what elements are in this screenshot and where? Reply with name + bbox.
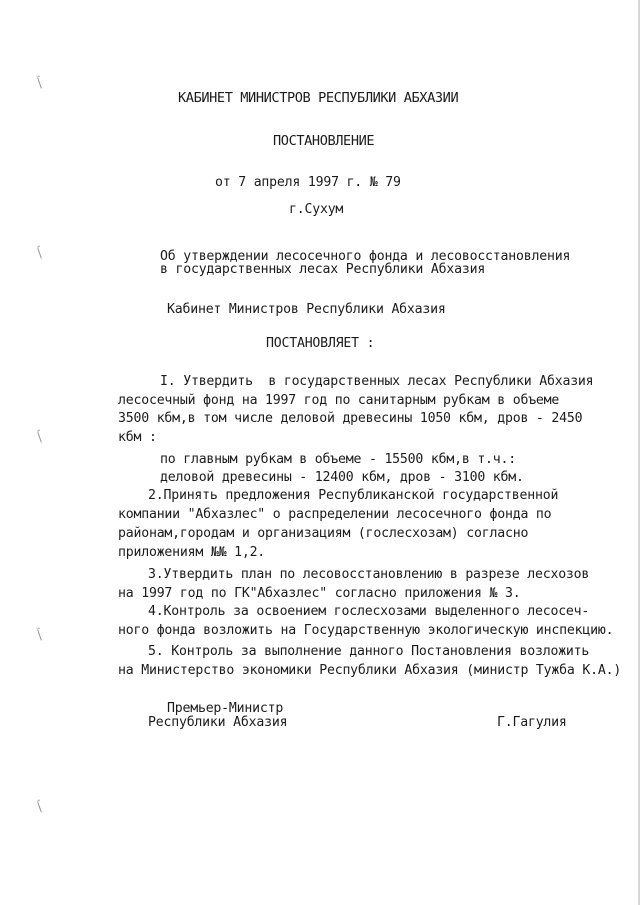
body-line: 5. Контроль за выполнение данного Постановления возложить [148, 644, 590, 659]
preamble-decides: ПОСТАНОВЛЯЕТ : [266, 336, 375, 351]
body-line: ного фонда возложить на Государственную экологическую инспекцию. [118, 623, 614, 638]
punch-mark: ⌠ [33, 429, 45, 444]
city: г.Сухум [289, 202, 344, 217]
punch-mark: ⌠ [33, 627, 45, 642]
body-line: деловой древесины - 12400 кбм, дров - 3100 кбм. [160, 470, 524, 485]
body-line: на Министерство экономики Республики Абхазия (министр Тужба К.А.) [118, 663, 622, 678]
body-line: кбм : [118, 430, 157, 445]
body-line: 2.Принять предложения Республиканской государственной [148, 488, 559, 503]
document-type-heading: ПОСТАНОВЛЕНИЕ [273, 133, 375, 149]
body-line: I. Утвердить в государственных лесах Республики Абхазия [160, 374, 594, 389]
body-line: по главным рубкам в объеме - 15500 кбм,в т.ч.: [160, 452, 517, 467]
signatory-name: Г.Гагулия [497, 715, 567, 730]
signatory-title: Премьер-Министр [167, 701, 284, 716]
body-line: 3500 кбм,в том числе деловой древесины 1050 кбм, дров - 2450 [118, 411, 583, 426]
body-line: лесосечный фонд на 1997 год по санитарным рубкам в объеме [118, 393, 560, 408]
body-line: приложениям №№ 1,2. [118, 545, 266, 560]
subject-line: в государственных лесах Республики Абхазия [160, 262, 486, 277]
punch-mark: ⌠ [33, 799, 45, 814]
body-line: компании "Абхазлес" о распределении лесосечного фонда по [118, 507, 552, 522]
punch-mark: ⌠ [33, 245, 45, 260]
preamble-actor: Кабинет Министров Республики Абхазия [167, 302, 446, 317]
punch-mark: ⌠ [33, 75, 45, 90]
body-line: 4.Контроль за освоением гослесхозами выделенного лесосеч- [148, 604, 590, 619]
body-line: на 1997 год по ГК"Абхазлес" согласно приложения № 3. [118, 586, 521, 601]
signatory-title: Республики Абхазия [148, 715, 288, 730]
body-line: районам,городам и организациям (гослесхозам) согласно [118, 526, 529, 541]
date-and-number: от 7 апреля 1997 г. № 79 [215, 175, 401, 190]
body-line: 3.Утвердить план по лесовосстановлению в разрезе лесхозов [148, 567, 590, 582]
subject-line: Об утверждении лесосечного фонда и лесовосстановления [160, 249, 571, 264]
issuer-heading: КАБИНЕТ МИНИСТРОВ РЕСПУБЛИКИ АБХАЗИИ [178, 90, 459, 106]
